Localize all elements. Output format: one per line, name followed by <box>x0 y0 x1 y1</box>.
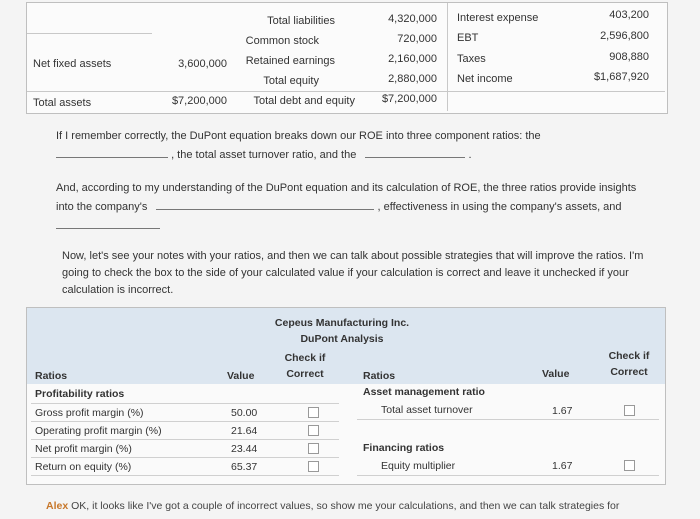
paragraph-line: Now, let's see your notes with your ratios, and then we can talk about possible strategies that will improve the ratios. I'm <box>62 250 644 262</box>
check-header-left-line1: Check if <box>284 352 326 364</box>
total-debt-equity-value: $7,200,000 <box>381 93 437 105</box>
grid-line <box>31 457 339 458</box>
company-name: Cepeus Manufacturing Inc. <box>274 317 410 329</box>
ratios-header-left: Ratios <box>35 370 68 382</box>
value-header-right: Value <box>542 368 570 380</box>
operating-profit-margin-check[interactable] <box>308 425 319 436</box>
total-equity-label: Total equity <box>263 75 319 87</box>
dupont-paragraph-3 <box>62 248 688 299</box>
check-header-right-line2: Correct <box>610 366 648 378</box>
retained-earnings-value: 2,160,000 <box>388 53 437 65</box>
speaker-name: Alex <box>46 500 69 512</box>
dupont-analysis-table <box>26 307 666 485</box>
gross-profit-margin-value: 50.00 <box>231 407 258 419</box>
total-assets-value: $7,200,000 <box>171 95 227 107</box>
check-header-left-line2: Correct <box>286 368 324 380</box>
answer-blank-2[interactable] <box>365 145 465 158</box>
answer-blank-1[interactable] <box>56 145 168 158</box>
answer-blank-3[interactable] <box>156 197 374 210</box>
return-on-equity-value: 65.37 <box>231 461 258 473</box>
net-profit-margin-value: 23.44 <box>231 443 258 455</box>
grid-line <box>31 421 339 422</box>
return-on-equity-check[interactable] <box>308 461 319 472</box>
paragraph-text: . <box>468 149 472 161</box>
paragraph-line <box>56 216 686 235</box>
equity-multiplier-check[interactable] <box>624 460 635 471</box>
paragraph-line: calculation is incorrect. <box>62 284 174 296</box>
financial-statements-table <box>26 2 668 114</box>
dialogue-text: OK, it looks like I've got a couple of incorrect values, so show me your calculations, and then we can talk strategies for <box>71 500 620 512</box>
total-asset-turnover-label: Total asset turnover <box>381 404 473 416</box>
answer-blank-4[interactable] <box>56 216 160 229</box>
common-stock-value: 720,000 <box>397 33 437 45</box>
equity-multiplier-value: 1.67 <box>552 460 573 472</box>
analysis-title: DuPont Analysis <box>300 333 384 345</box>
gross-profit-margin-check[interactable] <box>308 407 319 418</box>
grid-line <box>357 475 659 476</box>
total-liabilities-label: Total liabilities <box>267 15 335 27</box>
paragraph-text: , the total asset turnover ratio, and the <box>171 149 357 161</box>
gross-profit-margin-label: Gross profit margin (%) <box>35 407 144 419</box>
total-assets-label: Total assets <box>33 97 92 109</box>
taxes-label: Taxes <box>457 53 486 65</box>
dialogue-line <box>46 500 619 512</box>
paragraph-text: , effectiveness in using the company's assets, and <box>377 201 622 213</box>
grid-line <box>31 475 339 476</box>
paragraph-line: If I remember correctly, the DuPont equation breaks down our ROE into three component ratios: the <box>56 130 541 142</box>
grid-line <box>31 439 339 440</box>
ratios-header-right: Ratios <box>363 370 396 382</box>
total-debt-equity-label: Total debt and equity <box>253 95 355 107</box>
grid-line <box>357 419 659 420</box>
net-profit-margin-check[interactable] <box>308 443 319 454</box>
operating-profit-margin-label: Operating profit margin (%) <box>35 425 162 437</box>
check-header-right-line1: Check if <box>608 350 650 362</box>
operating-profit-margin-value: 21.64 <box>231 425 258 437</box>
ebt-label: EBT <box>457 32 479 44</box>
dupont-paragraph-1 <box>56 128 676 164</box>
retained-earnings-label: Retained earnings <box>245 55 335 67</box>
value-header-left: Value <box>227 370 255 382</box>
net-profit-margin-label: Net profit margin (%) <box>35 443 132 455</box>
total-asset-turnover-value: 1.67 <box>552 405 573 417</box>
grid-line <box>31 403 339 404</box>
taxes-value: 908,880 <box>609 51 649 63</box>
ebt-value: 2,596,800 <box>600 30 649 42</box>
total-equity-value: 2,880,000 <box>388 73 437 85</box>
profitability-ratios-label: Profitability ratios <box>35 388 125 400</box>
interest-expense-label: Interest expense <box>457 12 539 24</box>
grid-line <box>447 3 448 111</box>
paragraph-line <box>56 145 676 164</box>
net-income-value: $1,687,920 <box>593 71 649 83</box>
net-fixed-assets-value: 3,600,000 <box>178 58 227 70</box>
asset-management-label: Asset management ratio <box>363 386 485 398</box>
net-fixed-assets-label: Net fixed assets <box>33 58 112 70</box>
grid-line <box>447 91 665 92</box>
interest-expense-value: 403,200 <box>609 9 649 21</box>
equity-multiplier-label: Equity multiplier <box>381 460 456 472</box>
net-income-label: Net income <box>457 73 513 85</box>
paragraph-line: And, according to my understanding of the DuPont equation and its calculation of ROE, the three ratios provide insights <box>56 182 637 194</box>
return-on-equity-label: Return on equity (%) <box>35 461 132 473</box>
paragraph-line <box>56 197 686 216</box>
dupont-paragraph-2 <box>56 180 686 235</box>
total-asset-turnover-check[interactable] <box>624 405 635 416</box>
financing-ratios-label: Financing ratios <box>363 442 445 454</box>
total-liabilities-value: 4,320,000 <box>388 13 437 25</box>
common-stock-label: Common stock <box>245 35 319 47</box>
grid-line <box>27 33 152 34</box>
paragraph-text: into the company's <box>56 201 148 213</box>
grid-line <box>27 91 447 92</box>
paragraph-line: going to check the box to the side of your calculated value if your calculation is correct and leave it unchecked if your <box>62 267 629 279</box>
